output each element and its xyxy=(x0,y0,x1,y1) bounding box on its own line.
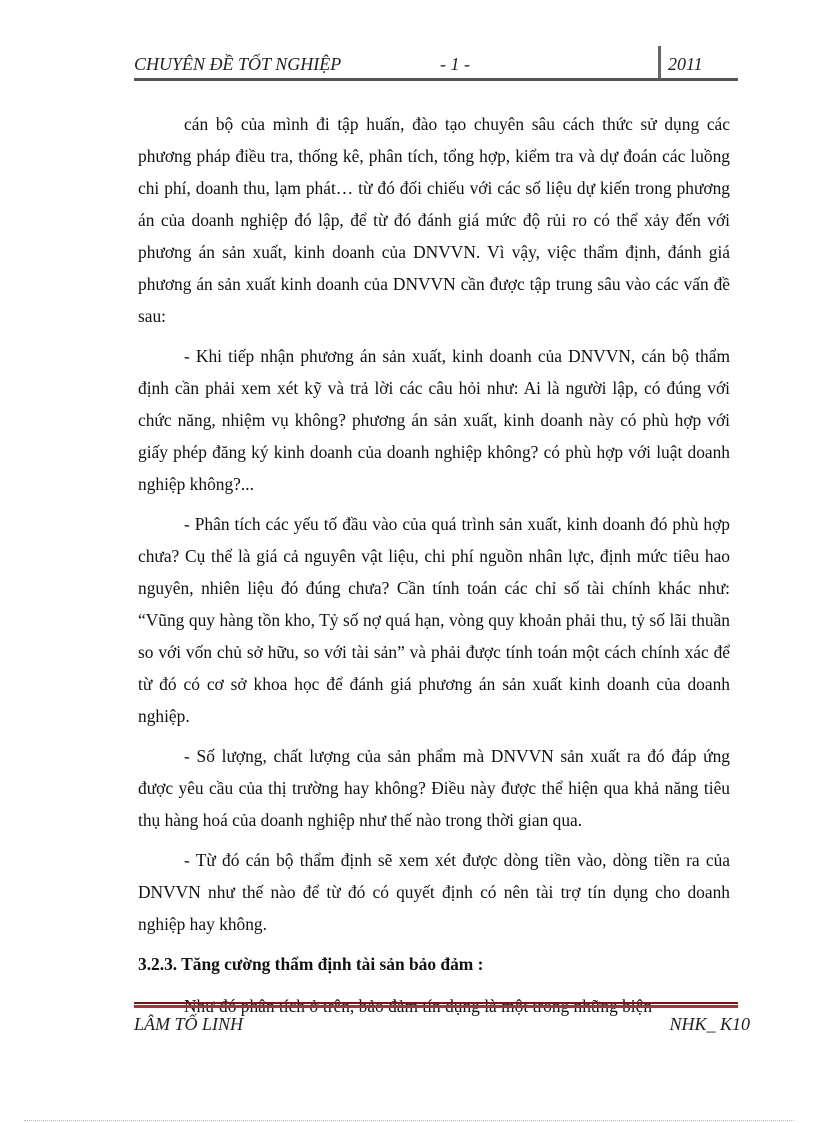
footer-rule-top xyxy=(134,1002,738,1004)
paragraph-1: cán bộ của mình đi tập huấn, đào tạo chuyên sâu cách thức sử dụng các phương pháp điều tra, thống kê, phân tích, tổng hợp, kiểm tra và dự đoán các luồng chi phí, doanh thu, lạm phát… từ đó đối chiếu với các số liệu dự kiến trong phương án của doanh nghiệp đó lập, để từ đó đánh giá mức độ rủi ro có thể xảy đến với phương án sản xuất, kinh doanh của DNVVN. Vì vậy, việc thẩm định, đánh giá phương án sản xuất kinh doanh của DNVVN cần được tập trung sâu vào các vấn đề sau: xyxy=(138,114,730,326)
header-divider xyxy=(658,46,661,80)
header-year: 2011 xyxy=(668,54,703,74)
footer-rule-bottom xyxy=(134,1005,738,1008)
paragraph-2: - Khi tiếp nhận phương án sản xuất, kinh doanh của DNVVN, cán bộ thẩm định cần phải xem xét kỹ và trả lời các câu hỏi như: Ai là người lập, có đúng với chức năng, nhiệm vụ không? phương án sản xuất, kinh doanh này có phù hợp với giấy phép đăng ký kinh doanh của doanh nghiệp không? có phù hợp với luật doanh nghiệp không?... xyxy=(138,346,730,494)
header-rule xyxy=(134,78,738,81)
paragraph-3: - Phân tích các yếu tố đầu vào của quá trình sản xuất, kinh doanh đó phù hợp chưa? Cụ thể là giá cả nguyên vật liệu, chi phí nguồn nhân lực, định mức tiêu hao nguyên, nhiên liệu đó đúng chưa? Cần tính toán các chỉ số tài chính khác như: “Vũng quy hàng tồn kho, Tỷ số nợ quá hạn, vòng quy khoản phải thu, tỷ số lãi thuần so với vốn chủ sở hữu, so với tài sản” và phải được tính toán một cách chính xác để từ đó có cơ sở khoa học để đánh giá phương án sản xuất kinh doanh của doanh nghiệp. xyxy=(138,514,730,726)
page-footer xyxy=(134,1002,750,1042)
paragraph-5: - Từ đó cán bộ thẩm định sẽ xem xét được dòng tiền vào, dòng tiền ra của DNVVN như thế nào để từ đó có quyết định có nên tài trợ tín dụng cho doanh nghiệp hay không. xyxy=(138,850,730,934)
page-header xyxy=(134,50,738,82)
footer-class: NHK_ K10 xyxy=(669,1014,750,1034)
section-heading: 3.2.3. Tăng cường thẩm định tài sản bảo đảm : xyxy=(138,954,484,974)
header-title: CHUYÊN ĐỀ TỐT NGHIỆP xyxy=(134,54,342,74)
document-body xyxy=(138,108,730,1022)
page-bottom-edge xyxy=(24,1120,794,1121)
header-page-number: - 1 - xyxy=(440,54,470,74)
paragraph-4: - Số lượng, chất lượng của sản phẩm mà DNVVN sản xuất ra đó đáp ứng được yêu cầu của thị trường hay không? Điều này được thể hiện qua khả năng tiêu thụ hàng hoá của doanh nghiệp như thế nào trong thời gian qua. xyxy=(138,746,730,830)
footer-author: LÂM TỐ LINH xyxy=(134,1014,244,1034)
